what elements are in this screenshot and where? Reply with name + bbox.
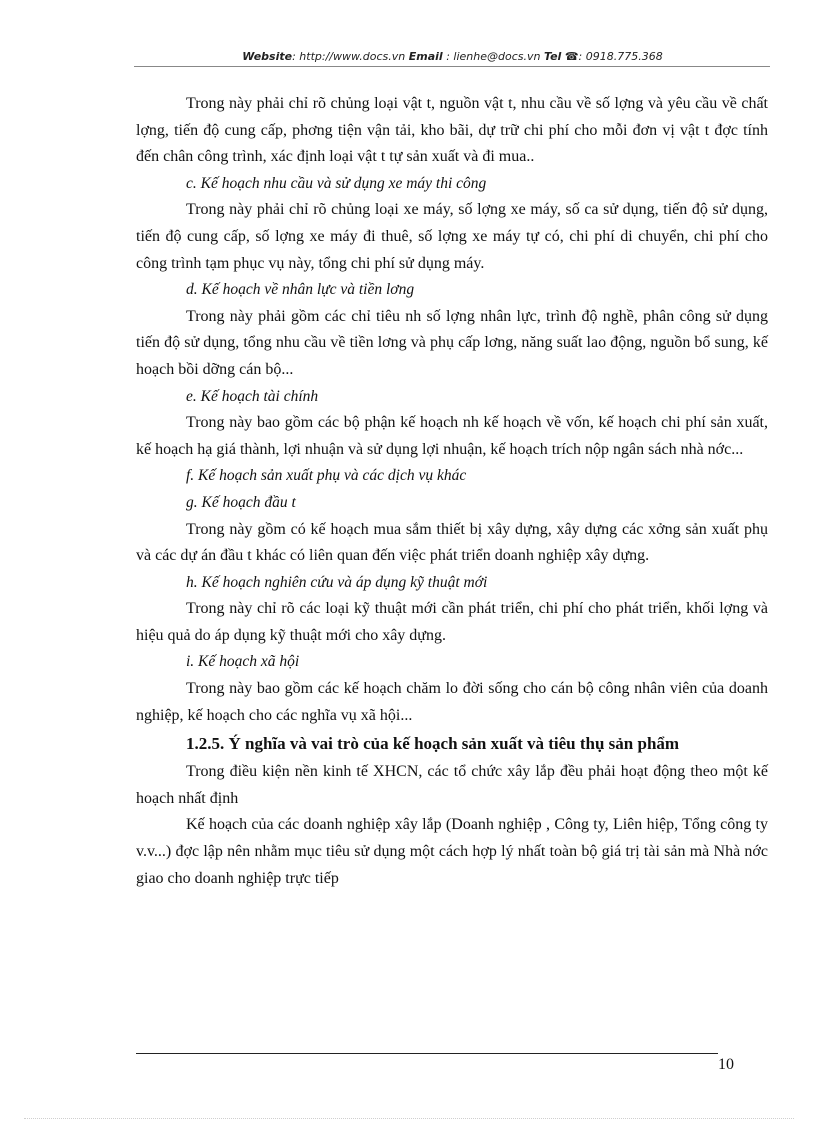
header-rule xyxy=(134,66,770,67)
page-header xyxy=(135,50,770,63)
email-value: : lienhe@docs.vn xyxy=(446,50,541,63)
tel-value: : 0918.775.368 xyxy=(578,50,663,63)
paragraph-finance: Trong này bao gồm các bộ phận kế hoạch nh kế hoạch về vốn, kế hoạch chi phí sản xuất, kế hoạch hạ giá thành, lợi nhuận và sử dụng lợi nhuận, kế hoạch trích nộp ngân sách nhà nớc... xyxy=(136,414,768,458)
paragraph-labor: Trong này phải gồm các chỉ tiêu nh số lợng nhân lực, trình độ nghề, phân công sử dụng tiến độ sử dụng, tổng nhu cầu về tiền lơng và phụ cấp lơng, năng suất lao động, nguồn bổ sung, kế hoạch bồi dỡng cán bộ... xyxy=(136,307,768,378)
paragraph-machinery: Trong này phải chỉ rõ chủng loại xe máy, số lợng xe máy, số ca sử dụng, tiến độ sử dụng, tiến độ cung cấp, số lợng xe máy đi thuê, số lợng xe máy tự có, chi phí di chuyển, chi phí cho công trình tạm phục vụ này, tổng chi phí sử dụng máy. xyxy=(136,201,768,272)
section-heading: 1.2.5. Ý nghĩa và vai trò của kế hoạch sản xuất và tiêu thụ sản phẩm xyxy=(186,734,680,754)
document-body xyxy=(136,91,768,892)
paragraph-materials: Trong này phải chỉ rõ chủng loại vật t, nguồn vật t, nhu cầu về số lợng và yêu cầu về chất lợng, tiến độ cung cấp, phơng tiện vận tải, kho bãi, dự trữ chi phí cho mỗi đơn vị vật t đợc tính đến chân công trình, xác định loại vật t tự sản xuất và đi mua.. xyxy=(136,95,768,166)
phone-icon: ☎ xyxy=(564,50,579,63)
paragraph-enterprise-plan: Kế hoạch của các doanh nghiệp xây lắp (Doanh nghiệp , Công ty, Liên hiệp, Tổng công ty v.v...) đợc lập nên nhằm mục tiêu sử dụng một cách hợp lý nhất toàn bộ giá trị tài sản mà Nhà nớc giao cho doanh nghiệp trực tiếp xyxy=(136,816,768,887)
paragraph-social: Trong này bao gồm các kế hoạch chăm lo đời sống cho cán bộ công nhân viên của doanh nghiệp, kế hoạch cho các nghĩa vụ xã hội... xyxy=(136,680,768,724)
email-label: Email xyxy=(408,50,443,63)
subheading-d: d. Kế hoạch về nhân lực và tiền lơng xyxy=(186,281,415,299)
paragraph-investment: Trong này gồm có kế hoạch mua sắm thiết bị xây dựng, xây dựng các xởng sản xuất phụ và các dự án đầu t khác có liên quan đến việc phát triển doanh nghiệp xây dựng. xyxy=(136,520,768,565)
subheading-i: i. Kế hoạch xã hội xyxy=(186,653,300,671)
website-value: : http://www.docs.vn xyxy=(292,50,406,63)
bottom-dotted-border xyxy=(24,1118,794,1119)
subheading-c: c. Kế hoạch nhu cầu và sử dụng xe máy thi công xyxy=(186,174,487,192)
subheading-e: e. Kế hoạch tài chính xyxy=(186,387,319,405)
paragraph-economy: Trong điều kiện nền kinh tế XHCN, các tổ chức xây lắp đều phải hoạt động theo một kế hoạch nhất định xyxy=(136,763,768,807)
page-number: 10 xyxy=(718,1056,734,1073)
footer-rule xyxy=(136,1053,718,1054)
subheading-f: f. Kế hoạch sản xuất phụ và các dịch vụ khác xyxy=(186,467,467,485)
subheading-h: h. Kế hoạch nghiên cứu và áp dụng kỹ thuật mới xyxy=(186,573,488,591)
website-label: Website xyxy=(242,50,293,63)
subheading-g: g. Kế hoạch đầu t xyxy=(186,493,296,511)
tel-label: Tel xyxy=(543,50,562,63)
paragraph-research: Trong này chỉ rõ các loại kỹ thuật mới cần phát triển, chi phí cho phát triển, khối lợng và hiệu quả do áp dụng kỹ thuật mới cho xây dựng. xyxy=(136,600,768,644)
